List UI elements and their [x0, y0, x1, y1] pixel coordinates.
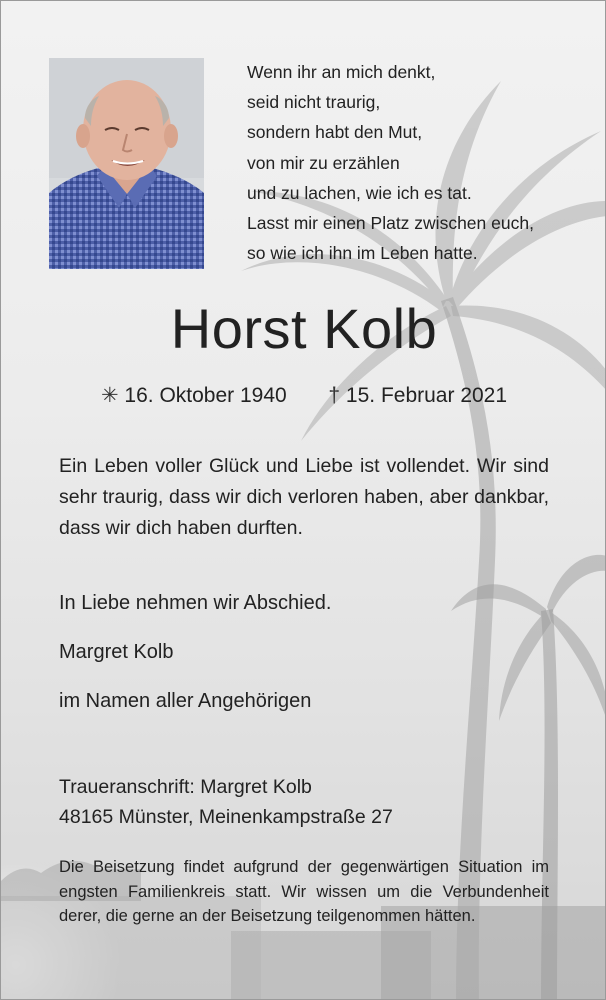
death-cross-icon: † [328, 384, 341, 407]
portrait-photo [49, 58, 204, 269]
deceased-name: Horst Kolb [170, 297, 438, 360]
poem-line: Wenn ihr an mich denkt, [247, 62, 436, 82]
relatives-line: im Namen aller Angehörigen [59, 690, 312, 712]
poem-line: seid nicht traurig, [247, 92, 381, 113]
poem-line: und zu lachen, wie ich es tat. [247, 182, 472, 203]
poem-line: so wie ich ihn im Leben hatte. [247, 243, 478, 264]
signer-name: Margret Kolb [59, 641, 174, 663]
birth-date: 16. Oktober 1940 [124, 384, 287, 407]
poem-line: von mir zu erzählen [247, 152, 400, 173]
burial-note: Die Beisetzung findet aufgrund der gegenwärtigen Situation im engsten Familienkreis statt. Wir wissen um die Verbundenheit derer, die gerne an der Beisetzung teilgenommen hätten. [59, 858, 549, 925]
poem [247, 57, 577, 268]
birth-star-icon: ✳ [100, 384, 119, 407]
poem-line: Lasst mir einen Platz zwischen euch, [247, 213, 534, 234]
death-date: 15. Februar 2021 [345, 384, 508, 407]
tribute-text: Ein Leben voller Glück und Liebe ist vollendet. Wir sind sehr traurig, dass wir dich verloren haben, aber dankbar, dass wir dich haben durften. [59, 455, 549, 539]
farewell-line: In Liebe nehmen wir Abschied. [59, 592, 332, 614]
mourning-address-street: 48165 Münster, Meinenkampstraße 27 [59, 806, 393, 828]
life-dates [1, 381, 606, 411]
poem-line: sondern habt den Mut, [247, 122, 423, 143]
mourning-address-label: Traueranschrift: Margret Kolb [59, 776, 312, 798]
